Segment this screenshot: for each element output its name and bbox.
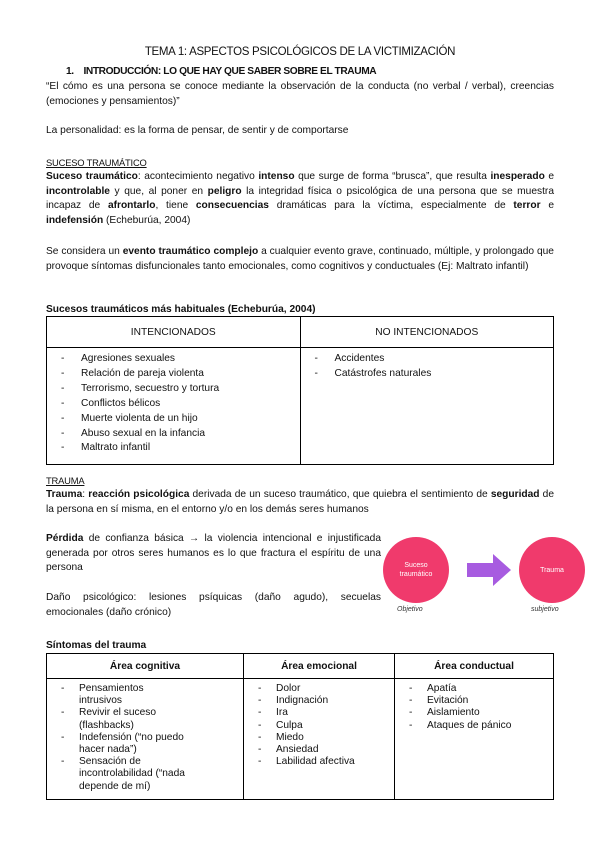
list-item: - Abuso sexual en la infancia: [55, 427, 292, 442]
list: [252, 683, 386, 768]
term: seguridad: [490, 489, 540, 500]
term: Pérdida: [46, 533, 84, 544]
term: afrontarlo: [107, 200, 156, 212]
text: derivada de un suceso traumático, que quiebra el sentimiento de: [189, 489, 491, 500]
section-number: 1.: [66, 66, 74, 77]
arrow-right-icon: [467, 554, 513, 586]
term: evento traumático complejo: [122, 246, 259, 257]
term: terror: [513, 200, 541, 212]
page-title: TEMA 1: ASPECTOS PSICOLÓGICOS DE LA VICTIMIZACIÓN: [144, 46, 456, 58]
section-heading: [66, 66, 376, 77]
list-item: - Miedo: [252, 732, 386, 744]
list-item: - Ansiedad: [252, 744, 386, 756]
list-item: - Ataques de pánico: [403, 720, 545, 732]
text: e: [544, 171, 554, 182]
list-item: - Pensamientos intrusivos: [55, 683, 185, 707]
complejo-paragraph: [46, 245, 554, 274]
text: la integridad física o psicológica de una persona que se muestra incapaz de: [46, 185, 554, 212]
text: e: [540, 200, 555, 212]
dano-paragraph: Daño psicológico: lesiones psíquicas (daño agudo), secuelas emocionales (daño crónico): [46, 592, 381, 618]
text: de confianza básica → la violencia intencional e injustificada generada por otros seres humanos es lo que fractura el espíritu de una persona: [46, 533, 381, 574]
table-cell: [300, 348, 554, 465]
text: , tiene: [155, 200, 196, 212]
list-item: - Maltrato infantil: [55, 441, 292, 456]
text: de la persona en sí misma, en el entorno y/o en los demás seres humanos: [46, 489, 555, 515]
personality-paragraph: La personalidad: es la forma de pensar, de sentir y de comportarse: [46, 125, 349, 136]
text: Se considera un: [46, 246, 123, 257]
list-item: - Indignación: [252, 695, 386, 707]
list-item: - Evitación: [403, 695, 545, 707]
term: Suceso traumático: [46, 171, 138, 182]
term: inesperado: [490, 171, 545, 182]
table-cell: [395, 679, 554, 800]
list-item: - Terrorismo, secuestro y tortura: [55, 382, 292, 397]
list: [309, 352, 546, 382]
table-header: INTENCIONADOS: [47, 317, 301, 348]
sucesos-table: [46, 316, 554, 465]
list-item: - Sensación de incontrolabilidad (“nada depende de mí): [55, 756, 185, 793]
trauma-diagram: [383, 537, 563, 619]
list-item: - Apatía: [403, 683, 545, 695]
term: incontrolable: [46, 185, 110, 197]
table-header: Área cognitiva: [47, 654, 244, 679]
term: reacción psicológica: [88, 489, 190, 500]
section-title: INTRODUCCIÓN: LO QUE HAY QUE SABER SOBRE EL TRAUMA: [83, 66, 377, 77]
table-cell: [47, 679, 244, 800]
objective-label: Objetivo: [397, 606, 423, 613]
sucesos-table-caption: Sucesos traumáticos más habituales (Echeburúa, 2004): [46, 304, 316, 315]
subjective-label: subjetivo: [531, 606, 559, 613]
list-item: - Indefensión (“no puedo hacer nada”): [55, 732, 185, 756]
quote-paragraph: “El cómo es una persona se conoce mediante la observación de la conducta (no verbal / verbal), creencias (emociones y pensamientos)”: [46, 81, 554, 107]
sintomas-table: [46, 653, 554, 800]
term: peligro: [207, 185, 242, 197]
suceso-circle: [383, 537, 449, 603]
list-item: - Ira: [252, 707, 386, 719]
trauma-definition: [46, 488, 554, 517]
list: [55, 352, 292, 456]
suceso-heading: SUCESO TRAUMÁTICO: [46, 157, 147, 168]
term: Trauma: [46, 489, 83, 500]
table-header: NO INTENCIONADOS: [300, 317, 554, 348]
text: : acontecimiento negativo: [137, 171, 259, 182]
trauma-circle: [519, 537, 585, 603]
circle-label: Suceso traumático: [399, 562, 433, 578]
trauma-heading: TRAUMA: [46, 475, 85, 486]
list-item: - Revivir el suceso (flashbacks): [55, 707, 185, 731]
list-item: - Conflictos bélicos: [55, 397, 292, 412]
list-item: - Dolor: [252, 683, 386, 695]
term: intenso: [258, 171, 295, 182]
suceso-definition: [46, 170, 554, 228]
list: [55, 683, 185, 793]
text: dramáticas para la víctima, especialmente de: [268, 200, 514, 212]
list-item: - Accidentes: [309, 352, 546, 367]
table-cell: [244, 679, 395, 800]
list: [403, 683, 545, 732]
table-cell: [47, 348, 301, 465]
list-item: - Culpa: [252, 720, 386, 732]
list-item: - Relación de pareja violenta: [55, 367, 292, 382]
circle-label: Trauma: [540, 566, 564, 574]
text: que surge de forma “brusca”, que resulta: [294, 171, 491, 182]
sintomas-caption: Síntomas del trauma: [46, 640, 147, 651]
list-item: - Aislamiento: [403, 707, 545, 719]
table-header: Área conductual: [395, 654, 554, 679]
list-item: - Muerte violenta de un hijo: [55, 412, 292, 427]
table-header: Área emocional: [244, 654, 395, 679]
list-item: - Labilidad afectiva: [252, 756, 386, 768]
text: (Echeburúa, 2004): [103, 214, 191, 226]
list-item: - Catástrofes naturales: [309, 367, 546, 382]
text: y que, al poner en: [109, 185, 208, 197]
term: consecuencias: [195, 200, 269, 212]
text: a cualquier evento grave, continuado, múltiple, y prolongado que provoque síntomas disfuncionales tanto emocionales, como cognitivos y conductuales (Ej: Maltrato infantil): [46, 246, 554, 272]
perdida-paragraph: [46, 532, 381, 576]
list-item: - Agresiones sexuales: [55, 352, 292, 367]
term: indefensión: [46, 214, 104, 226]
text: :: [82, 489, 89, 500]
